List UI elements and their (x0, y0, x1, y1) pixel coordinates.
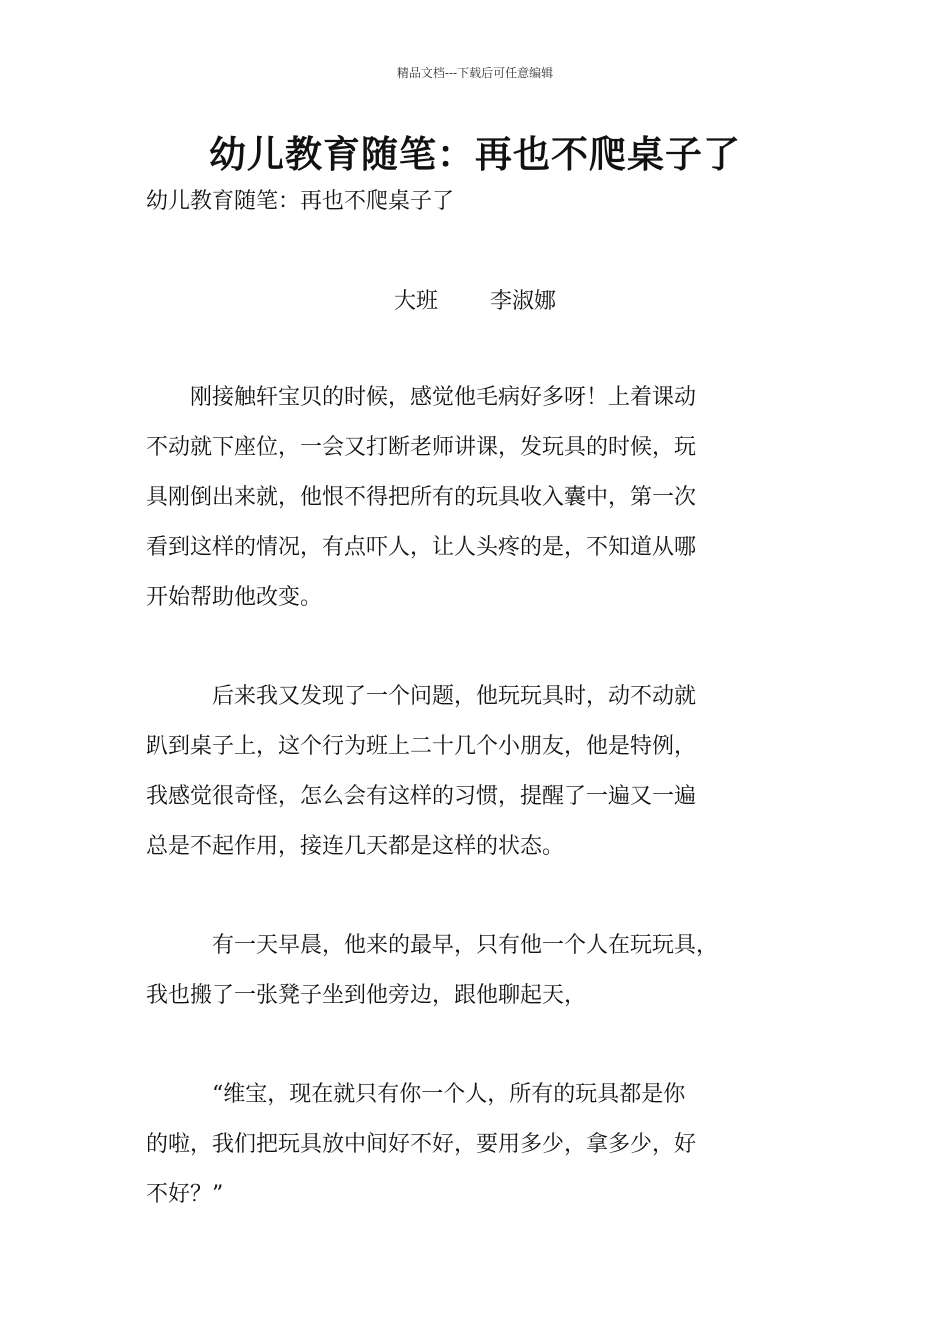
paragraph (146, 921, 826, 1021)
page-title: 幼儿教育随笔：再也不爬桌子了 (209, 133, 741, 176)
paragraph-line: 开始帮助他改变。 (146, 585, 323, 610)
paragraph-line: 我也搬了一张凳子坐到他旁边，跟他聊起天， (146, 983, 587, 1008)
paragraph-line: 趴到桌子上，这个行为班上二十几个小朋友，他是特例， (146, 734, 697, 759)
paragraph-line: 具刚倒出来就，他恨不得把所有的玩具收入囊中，第一次 (146, 485, 697, 510)
byline-author: 李淑娜 (490, 289, 557, 314)
paragraph-line: 我感觉很奇怪，怎么会有这样的习惯，提醒了一遍又一遍 (146, 784, 697, 809)
paragraph-line: 看到这样的情况，有点吓人，让人头疼的是，不知道从哪 (146, 535, 697, 560)
paragraph-line: “维宝，现在就只有你一个人，所有的玩具都是你 (146, 1082, 686, 1107)
paragraph (146, 1070, 826, 1220)
paragraph-line: 后来我又发现了一个问题，他玩玩具时，动不动就 (146, 684, 697, 709)
paragraph-line: 总是不起作用，接连几天都是这样的状态。 (146, 834, 565, 859)
paragraph-line: 不动就下座位，一会又打断老师讲课，发玩具的时候，玩 (146, 435, 697, 460)
paragraph (146, 373, 826, 623)
paragraph-line: 不好？” (146, 1182, 224, 1207)
paragraph-line: 刚接触轩宝贝的时候，感觉他毛病好多呀！上着课动 (146, 385, 697, 410)
paragraph-line: 的啦，我们把玩具放中间好不好，要用多少，拿多少，好 (146, 1132, 697, 1157)
header-note: 精品文档---下载后可任意编辑 (396, 66, 554, 80)
paragraph (146, 672, 826, 872)
page-subtitle: 幼儿教育随笔：再也不爬桌子了 (146, 189, 455, 214)
byline-class: 大班 (393, 289, 438, 314)
byline (0, 284, 950, 315)
paragraph-line: 有一天早晨，他来的最早，只有他一个人在玩玩具， (146, 933, 719, 958)
